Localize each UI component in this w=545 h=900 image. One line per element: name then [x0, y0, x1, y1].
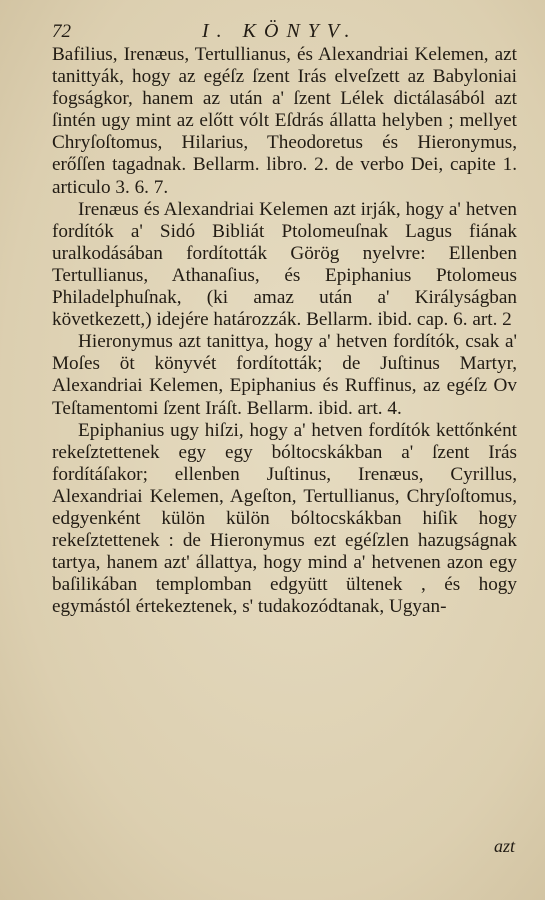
- paragraph-2: Irenæus és Alexandriai Kelemen azt irják, hogy a' hetven fordítók a' Sidó Bibliát Ptolomeuſnak Lagus fiának uralkodásában fordították Görög nyelvre: Ellenben Tertullianus, Athanaſius, és Epiphanius Ptolomeus Philadelphuſnak, (ki amaz után a' Királyságban következett,) idejére határozzák. Bellarm. ibid. cap. 6. art. 2: [52, 198, 517, 331]
- running-title: I. KÖNYV.: [202, 20, 358, 42]
- paragraph-3: Hieronymus azt tanittya, hogy a' hetven fordítók, csak a' Moſes öt könyvét fordították; de Juſtinus Martyr, Alexandriai Kelemen, Epiphanius és Ruffinus, az egéſz Ov Teſtamentomi ſzent Iráſt. Bellarm. ibid. art. 4.: [52, 331, 517, 419]
- catchword: azt: [493, 836, 515, 856]
- paragraph-4: Epiphanius ugy hiſzi, hogy a' hetven fordítók kettőnként rekeſztettenek egy egy bóltocskákban a' ſzent Irás fordítáſakor; ellenben Juſtinus, Irenæus, Cyrillus, Alexandriai Kelemen, Ageſton, Tertullianus, Chryſoſtomus, edgyenként külön külön bóltocskákban hiſik hogy rekeſztettenek : de Hieronymus ezt egéſzlen hazugságnak tartya, hanem azt' állattya, hogy mind a' hetvenen azon egy baſilikában templomban edgyütt ültenek , és hogy egymástól értekeztenek, s' tudakozódtanak, Ugyan-: [52, 419, 517, 618]
- page-header: [52, 20, 517, 44]
- body-text: [52, 44, 517, 618]
- paragraph-1: Bafilius, Irenæus, Tertullianus, és Alexandriai Kelemen, azt tanittyák, hogy az egéſz ſzent Irás elveſzett az Babyloniai fogságkor, hanem az után a' ſzent Lélek dictálasából azt ſintén ugy mint az előtt vólt Eſdrás állatta helyben ; mellyet Chryſoſtomus, Hilarius, Theodoretus és Hieronymus, erőſſen tagadnak. Bellarm. libro. 2. de verbo Dei, capite 1. articulo 3. 6. 7.: [52, 44, 517, 198]
- page-number: 72: [52, 21, 71, 42]
